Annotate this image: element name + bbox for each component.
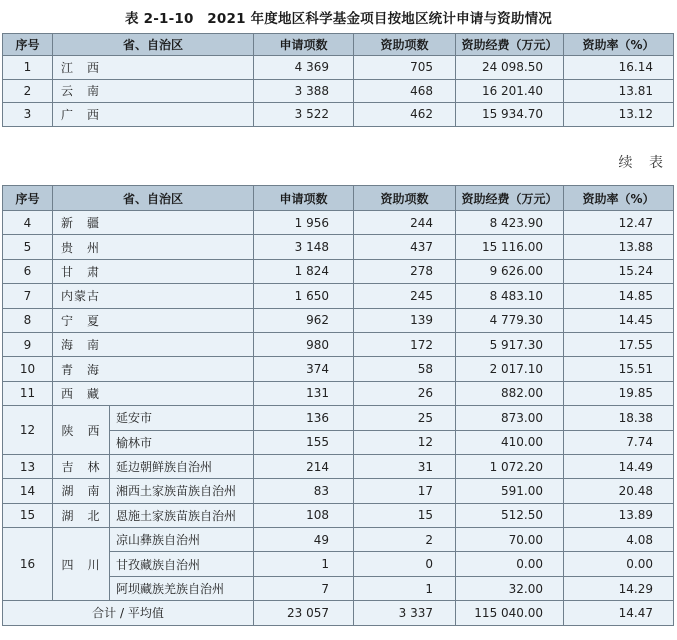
prefecture-cell: 榆林市	[110, 430, 254, 454]
funds-cell: 15 116.00	[456, 235, 564, 259]
table-row	[3, 528, 674, 552]
funds-cell: 2 017.10	[456, 357, 564, 381]
funded-cell: 278	[354, 259, 456, 283]
funds-cell: 32.00	[456, 576, 564, 600]
rate-cell: 14.45	[564, 308, 674, 332]
funds-cell: 1 072.20	[456, 454, 564, 478]
rate-cell: 13.88	[564, 235, 674, 259]
applications-cell: 980	[254, 332, 354, 356]
rate-cell: 13.89	[564, 503, 674, 527]
table-row	[3, 454, 674, 478]
applications-cell: 374	[254, 357, 354, 381]
funds-cell: 512.50	[456, 503, 564, 527]
header-province: 省、自治区	[53, 34, 254, 56]
province-cell: 甘 肃	[53, 259, 254, 283]
funded-cell: 1	[354, 576, 456, 600]
applications-cell: 49	[254, 528, 354, 552]
table-row	[3, 103, 674, 127]
rate-cell: 18.38	[564, 406, 674, 430]
funded-cell: 468	[354, 79, 456, 103]
applications-cell: 3 148	[254, 235, 354, 259]
funded-cell: 25	[354, 406, 456, 430]
table-row	[3, 381, 674, 405]
index-cell: 8	[3, 308, 53, 332]
table-row	[3, 503, 674, 527]
province-cell: 内蒙古	[53, 284, 254, 308]
table-row	[3, 284, 674, 308]
table-row	[3, 406, 674, 430]
funded-cell: 245	[354, 284, 456, 308]
applications-cell: 962	[254, 308, 354, 332]
prefecture-cell: 延安市	[110, 406, 254, 430]
rate-cell: 20.48	[564, 479, 674, 503]
header-funded: 资助项数	[354, 34, 456, 56]
funds-cell: 4 779.30	[456, 308, 564, 332]
header-rate: 资助率（%）	[564, 34, 674, 56]
funds-cell: 15 934.70	[456, 103, 564, 127]
header-rate: 资助率（%）	[564, 186, 674, 211]
province-cell: 海 南	[53, 332, 254, 356]
index-cell: 5	[3, 235, 53, 259]
rate-cell: 14.29	[564, 576, 674, 600]
funding-table-part1	[2, 33, 674, 127]
applications-cell: 155	[254, 430, 354, 454]
funds-cell: 115 040.00	[456, 601, 564, 625]
funded-cell: 3 337	[354, 601, 456, 625]
rate-cell: 14.47	[564, 601, 674, 625]
index-cell: 11	[3, 381, 53, 405]
header-funded: 资助项数	[354, 186, 456, 211]
header-province: 省、自治区	[53, 186, 254, 211]
funded-cell: 15	[354, 503, 456, 527]
province-cell: 西 藏	[53, 381, 254, 405]
rate-cell: 15.24	[564, 259, 674, 283]
index-cell: 16	[3, 528, 53, 601]
index-cell: 7	[3, 284, 53, 308]
prefecture-cell: 湘西土家族苗族自治州	[110, 479, 254, 503]
table-row	[3, 235, 674, 259]
funded-cell: 31	[354, 454, 456, 478]
applications-cell: 3 388	[254, 79, 354, 103]
total-label-cell: 合计 / 平均值	[3, 601, 254, 625]
applications-cell: 1 956	[254, 211, 354, 235]
rate-cell: 13.12	[564, 103, 674, 127]
table-row	[3, 332, 674, 356]
funds-cell: 5 917.30	[456, 332, 564, 356]
funds-cell: 882.00	[456, 381, 564, 405]
applications-cell: 1 650	[254, 284, 354, 308]
prefecture-cell: 甘孜藏族自治州	[110, 552, 254, 576]
funded-cell: 139	[354, 308, 456, 332]
province-cell: 新 疆	[53, 211, 254, 235]
rate-cell: 0.00	[564, 552, 674, 576]
rate-cell: 19.85	[564, 381, 674, 405]
rate-cell: 15.51	[564, 357, 674, 381]
applications-cell: 1 824	[254, 259, 354, 283]
total-row	[3, 601, 674, 625]
rate-cell: 14.85	[564, 284, 674, 308]
prefecture-cell: 恩施土家族苗族自治州	[110, 503, 254, 527]
funds-cell: 9 626.00	[456, 259, 564, 283]
province-cell: 青 海	[53, 357, 254, 381]
funding-table-part2	[2, 185, 674, 626]
applications-cell: 1	[254, 552, 354, 576]
rate-cell: 13.81	[564, 79, 674, 103]
rate-cell: 4.08	[564, 528, 674, 552]
index-cell: 14	[3, 479, 53, 503]
index-cell: 13	[3, 454, 53, 478]
province-cell: 江 西	[53, 56, 254, 80]
index-cell: 1	[3, 56, 53, 80]
table-row	[3, 479, 674, 503]
rate-cell: 17.55	[564, 332, 674, 356]
applications-cell: 136	[254, 406, 354, 430]
province-cell: 四 川	[53, 528, 110, 601]
funds-cell: 16 201.40	[456, 79, 564, 103]
funds-cell: 591.00	[456, 479, 564, 503]
funded-cell: 462	[354, 103, 456, 127]
table-row	[3, 259, 674, 283]
index-cell: 15	[3, 503, 53, 527]
funded-cell: 26	[354, 381, 456, 405]
prefecture-cell: 延边朝鲜族自治州	[110, 454, 254, 478]
index-cell: 6	[3, 259, 53, 283]
province-cell: 云 南	[53, 79, 254, 103]
province-cell: 广 西	[53, 103, 254, 127]
table-row	[3, 357, 674, 381]
applications-cell: 83	[254, 479, 354, 503]
applications-cell: 108	[254, 503, 354, 527]
table-row	[3, 56, 674, 80]
province-cell: 贵 州	[53, 235, 254, 259]
province-cell: 吉 林	[53, 454, 110, 478]
rate-cell: 7.74	[564, 430, 674, 454]
continued-label: 续 表	[618, 155, 669, 171]
funded-cell: 0	[354, 552, 456, 576]
funded-cell: 705	[354, 56, 456, 80]
funds-cell: 8 483.10	[456, 284, 564, 308]
table-row	[3, 308, 674, 332]
index-cell: 3	[3, 103, 53, 127]
header-applications: 申请项数	[254, 34, 354, 56]
applications-cell: 4 369	[254, 56, 354, 80]
index-cell: 2	[3, 79, 53, 103]
index-cell: 4	[3, 211, 53, 235]
applications-cell: 131	[254, 381, 354, 405]
index-cell: 10	[3, 357, 53, 381]
funds-cell: 873.00	[456, 406, 564, 430]
applications-cell: 214	[254, 454, 354, 478]
applications-cell: 23 057	[254, 601, 354, 625]
province-cell: 湖 北	[53, 503, 110, 527]
applications-cell: 3 522	[254, 103, 354, 127]
province-cell: 湖 南	[53, 479, 110, 503]
funded-cell: 2	[354, 528, 456, 552]
province-cell: 陕 西	[53, 406, 110, 455]
index-cell: 9	[3, 332, 53, 356]
table-row	[3, 79, 674, 103]
rate-cell: 14.49	[564, 454, 674, 478]
rate-cell: 12.47	[564, 211, 674, 235]
funded-cell: 244	[354, 211, 456, 235]
province-cell: 宁 夏	[53, 308, 254, 332]
header-index: 序号	[3, 34, 53, 56]
index-cell: 12	[3, 406, 53, 455]
rate-cell: 16.14	[564, 56, 674, 80]
funds-cell: 8 423.90	[456, 211, 564, 235]
header-applications: 申请项数	[254, 186, 354, 211]
header-index: 序号	[3, 186, 53, 211]
funded-cell: 172	[354, 332, 456, 356]
funded-cell: 58	[354, 357, 456, 381]
prefecture-cell: 凉山彝族自治州	[110, 528, 254, 552]
funded-cell: 17	[354, 479, 456, 503]
header-funds: 资助经费（万元）	[456, 34, 564, 56]
applications-cell: 7	[254, 576, 354, 600]
funded-cell: 12	[354, 430, 456, 454]
funds-cell: 24 098.50	[456, 56, 564, 80]
funds-cell: 0.00	[456, 552, 564, 576]
table-title: 表 2-1-10 2021 年度地区科学基金项目按地区统计申请与资助情况	[125, 11, 552, 27]
funds-cell: 70.00	[456, 528, 564, 552]
table-row	[3, 211, 674, 235]
funded-cell: 437	[354, 235, 456, 259]
prefecture-cell: 阿坝藏族羌族自治州	[110, 576, 254, 600]
funds-cell: 410.00	[456, 430, 564, 454]
header-funds: 资助经费（万元）	[456, 186, 564, 211]
